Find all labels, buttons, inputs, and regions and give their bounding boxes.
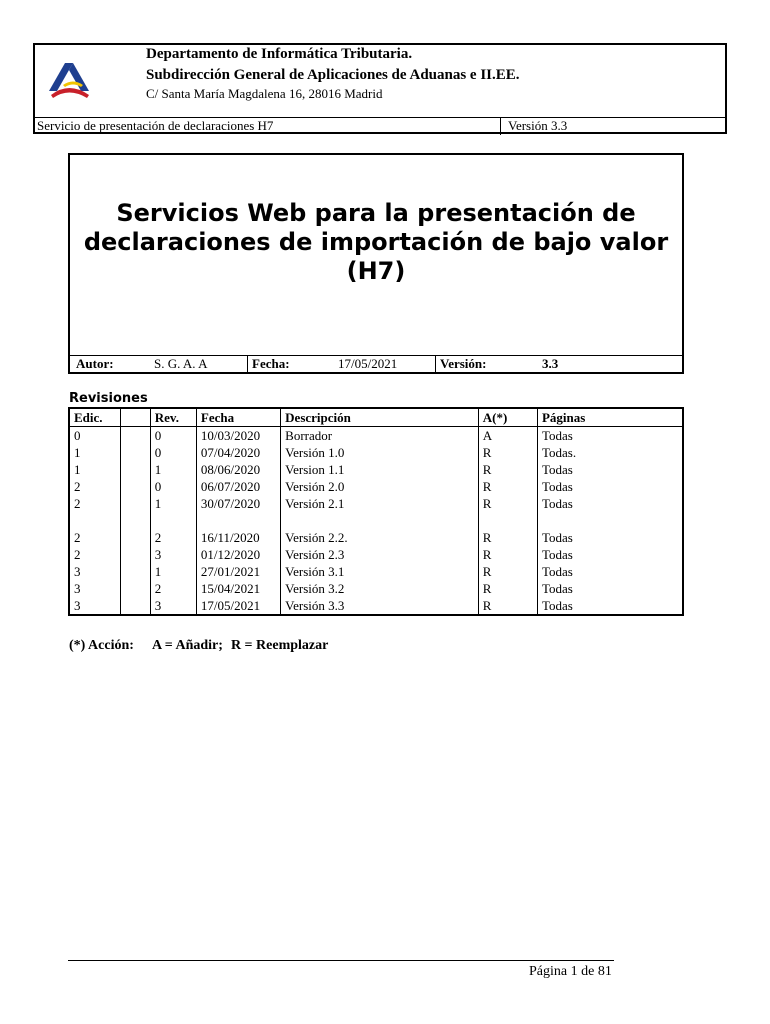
- header-info-bar: [35, 117, 725, 135]
- table-cell: Todas: [537, 478, 683, 495]
- table-row: [69, 563, 683, 580]
- meta-divider: [247, 356, 248, 373]
- table-row: [69, 461, 683, 478]
- column-header: [120, 408, 150, 427]
- action-legend: [69, 638, 328, 654]
- table-cell: Versión 3.1: [281, 563, 479, 580]
- table-cell: 1: [69, 461, 120, 478]
- table-cell: 2: [69, 546, 120, 563]
- column-header: Rev.: [150, 408, 196, 427]
- column-header: Descripción: [281, 408, 479, 427]
- header-divider: [500, 118, 501, 135]
- title-box: [68, 153, 684, 374]
- table-cell: 3: [69, 580, 120, 597]
- footer-rule: [68, 960, 614, 961]
- table-cell: Todas: [537, 461, 683, 478]
- date-value: 17/05/2021: [338, 356, 398, 371]
- table-cell: 0: [150, 478, 196, 495]
- revisions-table: [68, 407, 684, 616]
- date-label: Fecha:: [252, 356, 290, 371]
- table-row: [69, 597, 683, 615]
- header-subdirection: Subdirección General de Aplicaciones de Aduanas e II.EE.: [146, 67, 520, 83]
- author-value: S. G. A. A: [154, 356, 208, 371]
- table-cell: Todas: [537, 427, 683, 445]
- table-cell: Versión 1.0: [281, 444, 479, 461]
- action-legend-add: A = Añadir;: [151, 638, 223, 653]
- table-cell: [120, 495, 150, 529]
- header-version: Versión 3.3: [508, 118, 568, 133]
- table-cell: 07/04/2020: [196, 444, 280, 461]
- table-cell: 3: [69, 563, 120, 580]
- aeat-logo-icon: [43, 51, 95, 103]
- table-cell: Todas: [537, 529, 683, 546]
- action-legend-replace: R = Reemplazar: [230, 638, 329, 653]
- table-cell: Todas: [537, 495, 683, 529]
- table-cell: 08/06/2020: [196, 461, 280, 478]
- author-label: Autor:: [76, 356, 114, 371]
- table-cell: R: [478, 546, 537, 563]
- version-label: Versión:: [440, 356, 487, 371]
- table-cell: R: [478, 597, 537, 615]
- table-cell: 3: [150, 597, 196, 615]
- table-cell: 01/12/2020: [196, 546, 280, 563]
- table-cell: Versión 2.0: [281, 478, 479, 495]
- table-cell: [120, 580, 150, 597]
- table-cell: Versión 2.2.: [281, 529, 479, 546]
- table-cell: 17/05/2021: [196, 597, 280, 615]
- table-cell: [120, 461, 150, 478]
- table-cell: R: [478, 529, 537, 546]
- table-cell: R: [478, 580, 537, 597]
- table-header-row: [69, 408, 683, 427]
- table-cell: 3: [69, 597, 120, 615]
- table-cell: [120, 529, 150, 546]
- table-cell: 2: [69, 478, 120, 495]
- table-cell: R: [478, 461, 537, 478]
- table-cell: 0: [150, 444, 196, 461]
- table-cell: 16/11/2020: [196, 529, 280, 546]
- table-cell: R: [478, 478, 537, 495]
- meta-divider: [435, 356, 436, 373]
- column-header: Fecha: [196, 408, 280, 427]
- table-cell: [120, 478, 150, 495]
- table-cell: 27/01/2021: [196, 563, 280, 580]
- table-cell: 06/07/2020: [196, 478, 280, 495]
- header-service-name: Servicio de presentación de declaraciones H7: [37, 118, 274, 133]
- column-header: Edic.: [69, 408, 120, 427]
- table-cell: Version 1.1: [281, 461, 479, 478]
- table-cell: Todas.: [537, 444, 683, 461]
- header-department: Departamento de Informática Tributaria.: [146, 46, 413, 62]
- action-legend-label: (*) Acción:: [69, 638, 134, 653]
- table-cell: Borrador: [281, 427, 479, 445]
- table-cell: 15/04/2021: [196, 580, 280, 597]
- table-cell: Versión 2.3: [281, 546, 479, 563]
- version-value: 3.3: [542, 356, 559, 371]
- table-cell: R: [478, 444, 537, 461]
- column-header: A(*): [478, 408, 537, 427]
- table-row: [69, 444, 683, 461]
- table-cell: [120, 597, 150, 615]
- table-cell: 1: [69, 444, 120, 461]
- table-cell: 0: [150, 427, 196, 445]
- table-cell: R: [478, 563, 537, 580]
- table-cell: [120, 444, 150, 461]
- table-cell: R: [478, 495, 537, 529]
- table-cell: 2: [150, 580, 196, 597]
- document-meta-row: [70, 355, 682, 373]
- table-cell: 0: [69, 427, 120, 445]
- table-cell: 2: [69, 529, 120, 546]
- table-row: [69, 529, 683, 546]
- table-cell: 2: [150, 529, 196, 546]
- table-row: [69, 495, 683, 529]
- table-cell: Todas: [537, 580, 683, 597]
- document-header: [33, 43, 727, 134]
- table-cell: 10/03/2020: [196, 427, 280, 445]
- revisions-heading: Revisiones: [69, 391, 148, 406]
- table-cell: Todas: [537, 563, 683, 580]
- document-title: Servicios Web para la presentación de declaraciones de importación de bajo valor (H7): [83, 199, 669, 285]
- table-cell: [120, 546, 150, 563]
- header-address: C/ Santa María Magdalena 16, 28016 Madrid: [146, 86, 383, 101]
- table-cell: Todas: [537, 597, 683, 615]
- table-cell: [120, 563, 150, 580]
- table-row: [69, 427, 683, 445]
- table-row: [69, 580, 683, 597]
- table-row: [69, 546, 683, 563]
- table-cell: Versión 3.3: [281, 597, 479, 615]
- table-cell: A: [478, 427, 537, 445]
- table-row: [69, 478, 683, 495]
- table-cell: 3: [150, 546, 196, 563]
- table-cell: Versión 2.1: [281, 495, 479, 529]
- table-cell: 1: [150, 495, 196, 529]
- table-cell: 2: [69, 495, 120, 529]
- table-cell: 1: [150, 563, 196, 580]
- table-cell: 1: [150, 461, 196, 478]
- table-cell: 30/07/2020: [196, 495, 280, 529]
- table-cell: Todas: [537, 546, 683, 563]
- column-header: Páginas: [537, 408, 683, 427]
- table-cell: [120, 427, 150, 445]
- table-cell: Versión 3.2: [281, 580, 479, 597]
- page-number: Página 1 de 81: [529, 964, 612, 979]
